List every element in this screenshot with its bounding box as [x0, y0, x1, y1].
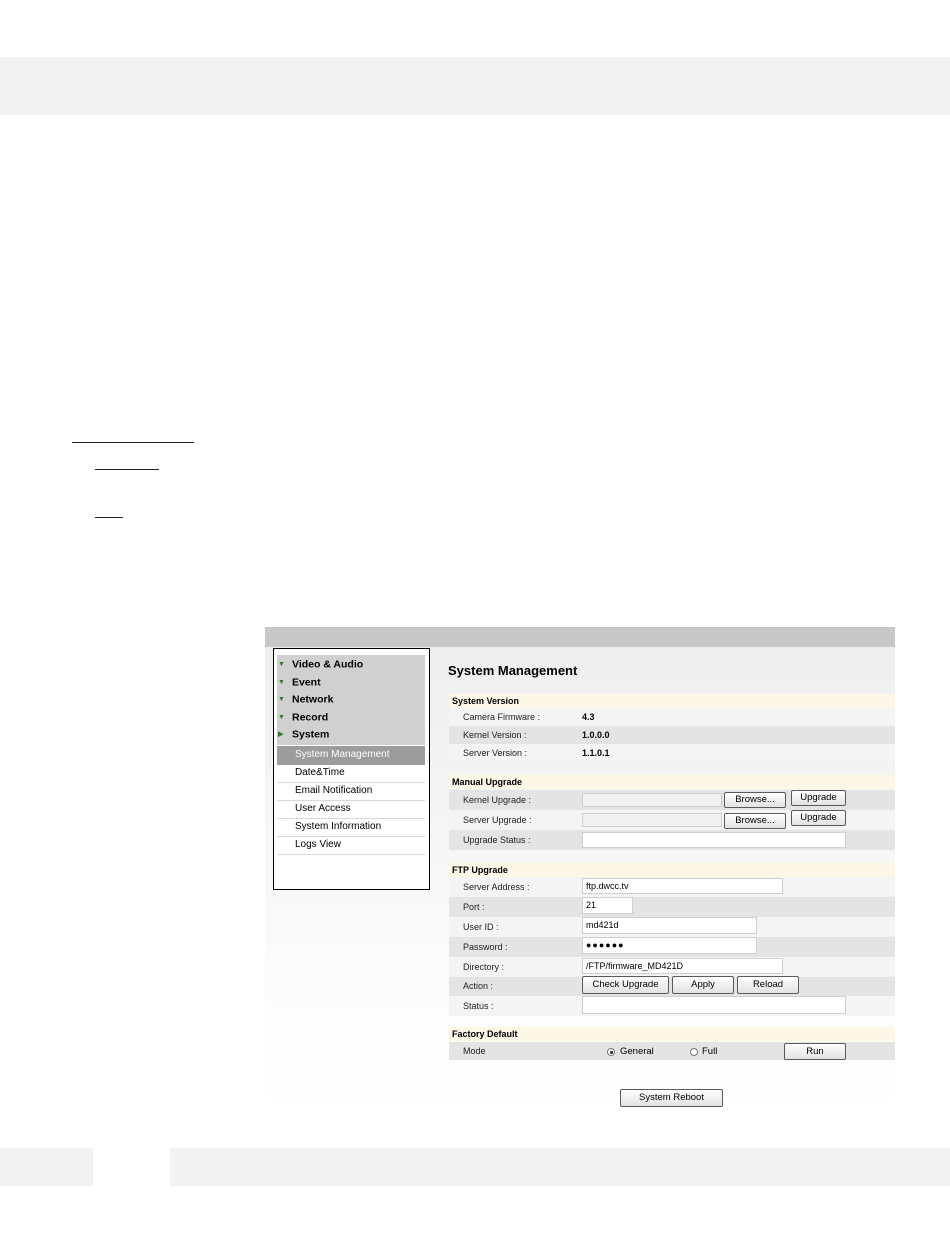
upgrade-status-field — [582, 832, 846, 848]
run-button[interactable]: Run — [784, 1043, 846, 1060]
nav-category-video-audio[interactable]: ▼ Video & Audio — [278, 656, 363, 673]
port-label: Port : — [463, 902, 485, 912]
nav-category-network[interactable]: ▼ Network — [278, 691, 333, 708]
camera-firmware-label: Camera Firmware : — [463, 712, 541, 722]
nav-category-event[interactable]: ▼ Event — [278, 674, 321, 691]
triangle-right-icon: ▶ — [278, 731, 284, 738]
underline-rule — [95, 469, 159, 470]
check-upgrade-button[interactable]: Check Upgrade — [582, 976, 669, 994]
directory-label: Directory : — [463, 962, 505, 972]
underline-rule — [72, 442, 194, 443]
nav-item-system-management[interactable]: System Management — [277, 746, 425, 765]
apply-button[interactable]: Apply — [672, 976, 734, 994]
row-kernel-version — [449, 726, 895, 744]
user-id-input[interactable]: md421d — [582, 917, 757, 934]
triangle-down-icon: ▼ — [278, 714, 285, 721]
server-upgrade-file-field[interactable] — [582, 813, 722, 827]
underline-rule — [95, 517, 123, 518]
system-reboot-button[interactable]: System Reboot — [620, 1089, 723, 1107]
camera-firmware-value: 4.3 — [582, 712, 595, 722]
triangle-down-icon: ▼ — [278, 679, 285, 686]
server-address-input[interactable]: ftp.dwcc.tv — [582, 878, 783, 894]
nav-category-record[interactable]: ▼ Record — [278, 709, 328, 726]
ftp-status-label: Status : — [463, 1001, 494, 1011]
general-radio-label: General — [620, 1046, 654, 1057]
page-footer-gap — [93, 1148, 170, 1186]
settings-nav — [273, 648, 430, 890]
nav-item-date-time[interactable]: Date&Time — [277, 764, 425, 783]
password-input[interactable]: ●●●●●● — [582, 937, 757, 954]
screenshot-top-bar — [265, 627, 895, 647]
nav-category-system[interactable]: ▶ System — [278, 726, 329, 743]
kernel-upgrade-button[interactable]: Upgrade — [791, 790, 846, 806]
server-address-label: Server Address : — [463, 882, 530, 892]
nav-item-system-information[interactable]: System Information — [277, 818, 425, 837]
kernel-version-value: 1.0.0.0 — [582, 730, 610, 740]
reload-button[interactable]: Reload — [737, 976, 799, 994]
section-heading-ftp-upgrade: FTP Upgrade — [449, 863, 895, 877]
page-header-band — [0, 57, 950, 115]
page-title: System Management — [448, 663, 578, 678]
kernel-browse-button[interactable]: Browse... — [724, 792, 786, 808]
server-upgrade-button[interactable]: Upgrade — [791, 810, 846, 826]
general-radio[interactable] — [607, 1048, 615, 1056]
nav-item-logs-view[interactable]: Logs View — [277, 836, 425, 855]
action-label: Action : — [463, 981, 494, 991]
full-radio-label: Full — [702, 1046, 718, 1057]
kernel-upgrade-label: Kernel Upgrade : — [463, 795, 532, 805]
full-radio[interactable] — [690, 1048, 698, 1056]
mode-label: Mode — [463, 1046, 486, 1056]
section-heading-manual-upgrade: Manual Upgrade — [449, 775, 895, 789]
row-server-version — [449, 744, 895, 762]
server-version-value: 1.1.0.1 — [582, 748, 610, 758]
system-management-screenshot — [265, 627, 895, 1117]
nav-item-user-access[interactable]: User Access — [277, 800, 425, 819]
row-camera-firmware — [449, 708, 895, 726]
server-browse-button[interactable]: Browse... — [724, 813, 786, 829]
upgrade-status-label: Upgrade Status : — [463, 835, 531, 845]
triangle-down-icon: ▼ — [278, 661, 285, 668]
triangle-down-icon: ▼ — [278, 696, 285, 703]
kernel-version-label: Kernel Version : — [463, 730, 527, 740]
nav-item-email-notification[interactable]: Email Notification — [277, 782, 425, 801]
row-port — [449, 897, 895, 917]
port-input[interactable]: 21 — [582, 897, 633, 914]
kernel-upgrade-file-field[interactable] — [582, 793, 722, 807]
directory-input[interactable]: /FTP/firmware_MD421D — [582, 958, 783, 974]
ftp-status-field — [582, 996, 846, 1014]
section-heading-system-version: System Version — [449, 694, 895, 708]
section-heading-factory-default: Factory Default — [449, 1027, 895, 1041]
server-version-label: Server Version : — [463, 748, 528, 758]
server-upgrade-label: Server Upgrade : — [463, 815, 532, 825]
password-label: Password : — [463, 942, 508, 952]
user-id-label: User ID : — [463, 922, 499, 932]
